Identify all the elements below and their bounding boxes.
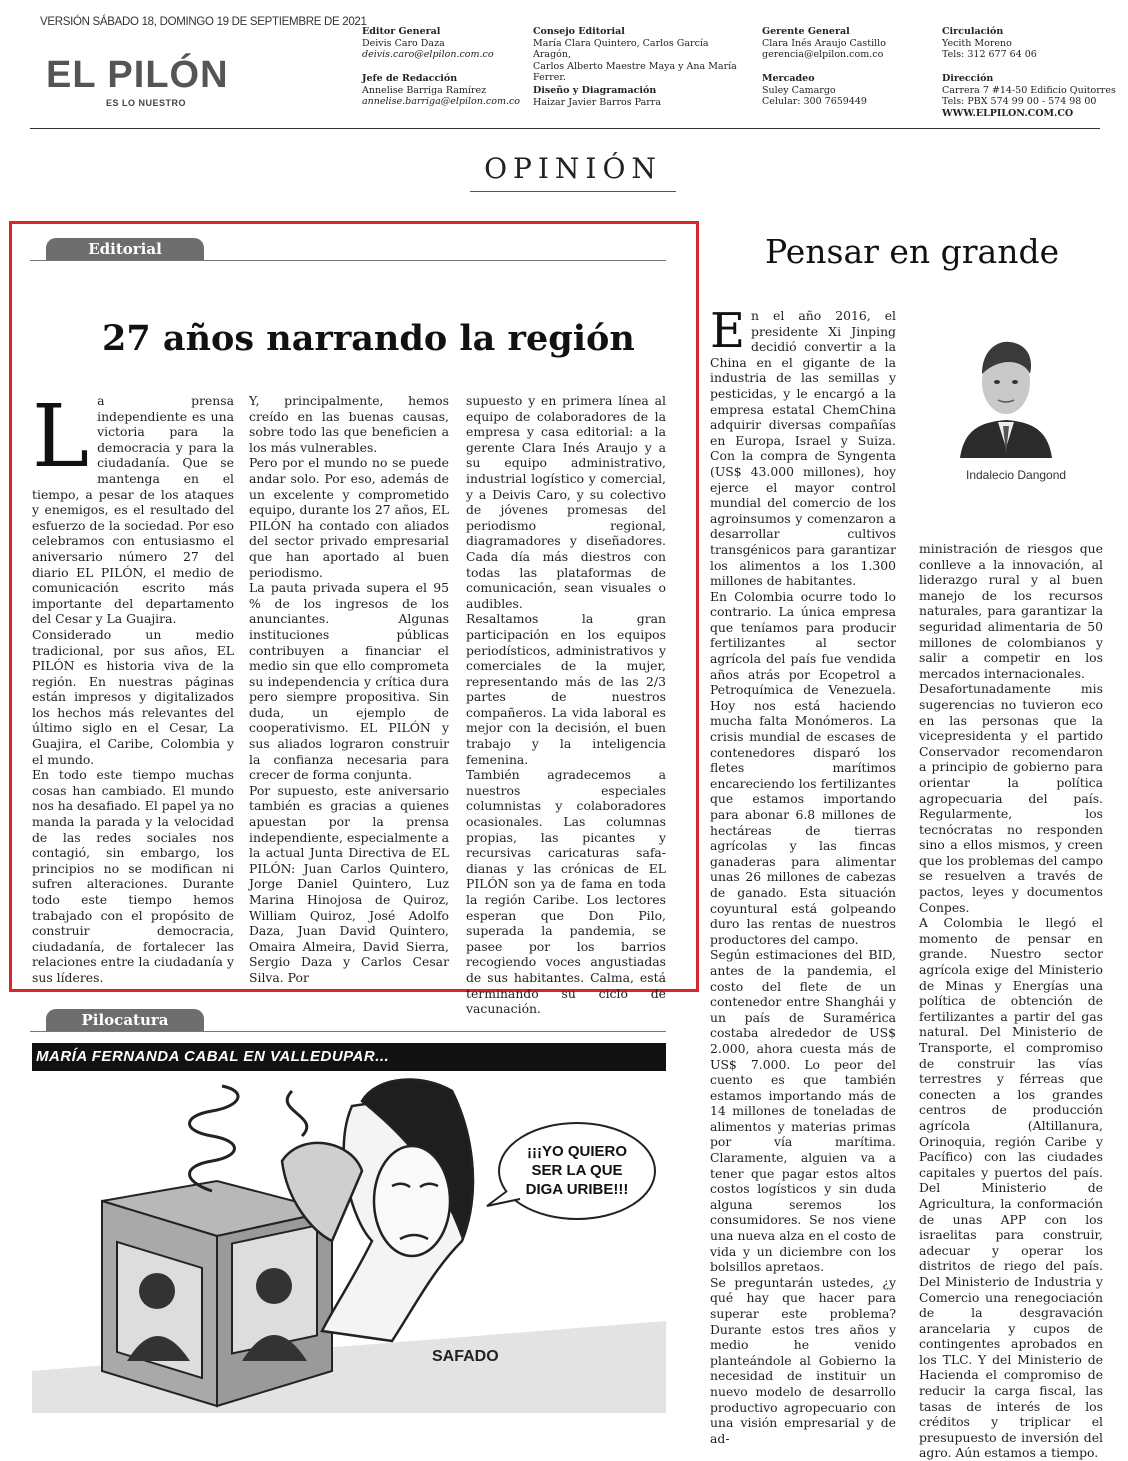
staff-line: Carrera 7 #14-50 Edificio Quitorres xyxy=(942,84,1116,96)
staff-title: Dirección xyxy=(942,73,994,84)
editorial-text-3 xyxy=(466,393,666,1017)
editorial-column-3 xyxy=(466,393,666,1017)
staff-manager xyxy=(762,26,922,61)
staff-address xyxy=(942,73,1122,119)
paragraph: En todo este tiempo muchas cosas han cambiado. El mundo nos ha desafiado. El papel ya no manda la parada y la velocidad de las redes sociales nos contagió, sin embargo, los principios no se modifican ni sufren alteraciones. Durante todo este tiempo hemos trabajado con el propósito de construir democracia, ciudadanía, de fortalecer las relaciones entre la ciudadanía y sus líderes. xyxy=(32,767,234,985)
cartoon-banner: MARÍA FERNANDA CABAL EN VALLEDUPAR... xyxy=(32,1043,666,1071)
staff-name: Haizar Javier Barros Parra xyxy=(533,96,661,108)
staff-name: Annelise Barriga Ramírez xyxy=(362,84,487,96)
section-title: OPINIÓN xyxy=(484,152,662,185)
staff-circulation xyxy=(942,26,1117,61)
staff-line: Tels: 312 677 64 06 xyxy=(942,49,1037,61)
newspaper-logo: EL PILÓN xyxy=(46,54,229,96)
staff-line: Carlos Alberto Maestre Maya y Ana María xyxy=(533,60,737,72)
staff-title: Circulación xyxy=(942,26,1004,37)
speech-line-2: SER LA QUE xyxy=(531,1162,623,1179)
column-text-2 xyxy=(919,541,1103,1461)
paragraph: Por supuesto, este aniversario también es gracias a quienes apuestan por la prensa independiente, especialmente a la actual Junta Directiva de EL PILÓN: Juan Carlos Quintero, Jorge Daniel Quintero, Luz Marina Hinojosa de Quiroz, William Quiroz, José Adolfo Daza, Juan David Quintero, Omaira Almeira, David Sierra, Sergio Daza y Carlos Cesar Silva. Por xyxy=(249,782,449,985)
cartoonist-signature: SAFADO xyxy=(432,1348,499,1365)
paragraph: Considerado un medio tradicional, por sus años, EL PILÓN es historia viva de la región. En nuestras páginas están impresos y digitalizados los hechos más relevantes del último siglo en el Cesar, La Guajira, el Caribe, Colombia y el mundo. xyxy=(32,626,234,767)
author-portrait xyxy=(960,330,1052,458)
cartoon-tab-rule xyxy=(30,1031,666,1032)
staff-line: Celular: 300 7659449 xyxy=(762,96,867,108)
logo-tagline: ES LO NUESTRO xyxy=(106,98,187,108)
paragraph: n el año 2016, el presidente Xi Jinping decidió convertir a la China en el gigante de la industria de las semillas y pesticidas, y le encargó a la empresa estatal ChemChina adquirir diversas compañías en Europa, Israel y Suiza. Con la compra de Syngenta (US$ 43.000 millones), hoy ejerce el mayor control mundial del comercio de los agroinsumos y comenzaron a desarrollar cultivos transgénicos para garantizar los alimentos a los 1.300 millones de habitantes. xyxy=(710,308,896,589)
cartoon-drawing xyxy=(32,1071,666,1413)
paragraph: Y, principalmente, hemos creído en las buenas causas, sobre todo las que beneficien a los más vulnerables. xyxy=(249,393,449,455)
staff-line: María Clara Quintero, Carlos García Aragón, xyxy=(533,37,709,61)
editorial-headline: 27 años narrando la región xyxy=(102,318,635,359)
paragraph: A Colombia le llegó el momento de pensar en grande. Nuestro sector agrícola exige del Ministerio de Minas y Energías una política de obtención de fertilizantes a partir del gas natural. Del Ministerio de Transporte, el compromiso de construir las vías terrestres y férreas que conecten a los grandes centros de producción agrícola (Altillanura, Orinoquia, región Caribe y Pacífico) con las ciudades capitales y puertos del país. Del Ministerio de Agricultura, la conformación de unas APP con los israelitas para construir, adecuar y operar los distritos de riego del país. Del Ministerio de Industria y Comercio una renegociación de la desgravación arancelaria y cupos de contingentes aprobados en los TLC. Y del Ministerio de Hacienda el compromiso de reducir la carga fiscal, las tasas de interés de los créditos y triplicar el presupuesto de inversión del agro. Aún estamos a tiempo. xyxy=(919,915,1103,1461)
box-shape xyxy=(102,1181,332,1406)
staff-line: Clara Inés Araujo Castillo xyxy=(762,37,886,49)
editorial-tab-rule xyxy=(30,260,666,261)
section-title-underline xyxy=(470,191,676,192)
paragraph: ministración de riesgos que conlleve a la innovación, al liderazgo rural y al buen manejo de los recursos naturales, para garantizar la seguridad alimentaria de 50 millones de colombianos y salir a competir en los mercados internacionales. xyxy=(919,541,1103,681)
paragraph: Desafortunadamente mis sugerencias no tuvieron eco en las personas que la vicepresidenta y el partido Conservador recomendaron a principio de gobierno para orientar la política agropecuaria del país. Regularmente, los tecnócratas no responden sino a ellos mismos, y creen que los problemas del campo se resuelven a través de pactos, leyes y documentos Conpes. xyxy=(919,681,1103,915)
staff-line: gerencia@elpilon.com.co xyxy=(762,49,884,61)
staff-line: Yecith Moreno xyxy=(942,37,1012,49)
column-paragraphs-1 xyxy=(710,303,896,1446)
column-text-1 xyxy=(710,303,896,1446)
paragraph: Resaltamos la gran participación en los equipos periodísticos, administrativos y comerciales de la mujer, representando más de las 2/3 partes de nuestros compañeros. La vida laboral es mejor con la decisión, el buen trabajo y la inteligencia femenina. xyxy=(466,611,666,767)
staff-name: Deivis Caro Daza xyxy=(362,37,445,49)
editorial-column-1 xyxy=(32,387,234,986)
website-link[interactable]: WWW.ELPILON.COM.CO xyxy=(942,107,1074,119)
staff-title: Jefe de Redacción xyxy=(362,73,458,84)
masthead-divider xyxy=(30,128,1100,129)
speech-line-3: DIGA URIBE!!! xyxy=(525,1181,629,1198)
staff-title: Consejo Editorial xyxy=(533,26,625,37)
staff-title: Gerente General xyxy=(762,26,850,37)
editorial-tab: Editorial xyxy=(46,238,204,260)
staff-editor xyxy=(362,26,522,61)
paragraph: Pero por el mundo no se puede andar solo. Por eso, además de un excelente y comprometido equipo, durante los 27 años, EL PILÓN ha contado con aliados del sector privado empresarial que han aportado al buen periodismo. xyxy=(249,455,449,580)
staff-title: Mercadeo xyxy=(762,73,815,84)
staff-chief xyxy=(362,73,522,108)
paragraph: Se preguntarán ustedes, ¿y qué hay que hacer para superar este problema? Durante estos tres años y medio he venido planteándole al Gobierno la necesidad de instituir un nuevo modelo de desarrollo productivo agropecuario con una visión empresarial y de ad- xyxy=(710,1274,896,1446)
paragraph: También agradecemos a nuestros especiales columnistas y colaboradores ocasionales. Las columnas propias, las picantes y recursivas caricaturas safa-dianas y las crónicas de EL PILÓN son ya de fama en toda la región Caribe. Los lectores esperan que Don Pilo, superada la pandemia, se pasee por los barrios recogiendo voces angustiadas de sus habitantes. Calma, está terminando su ciclo de vacunación. xyxy=(466,767,666,1017)
paragraph: En Colombia ocurre todo lo contrario. La única empresa que teníamos para producir fertilizantes al sector agrícola del país fue vendida años atrás por Ecopetrol a Petroquímica de Venezuela. Hoy nos está haciendo mucha falta Monómeros. La crisis mundial de escases de contenedores disparó los fletes marítimos encareciendo los fertilizantes que estamos importando para abonar 6.8 millones de hectáreas de tierras agrícolas y las fincas ganaderas para alimentar unas 26 millones de cabezas de ganado. Esta situación coyuntural está golpeando duro las rentas de nuestros productores del campo. xyxy=(710,588,896,947)
staff-line: Suley Camargo xyxy=(762,84,836,96)
edition-date: VERSIÓN SÁBADO 18, DOMINGO 19 DE SEPTIEMBRE DE 2021 xyxy=(40,16,367,28)
staff-title: Editor General xyxy=(362,26,441,37)
author-photo xyxy=(960,330,1052,458)
column-title: Pensar en grande xyxy=(765,232,1060,271)
author-name: Indalecio Dangond xyxy=(966,468,1067,482)
paragraph: a prensa independiente es una victoria para la democracia y para la ciudadanía. Que se mantenga en el tiempo, a pesar de los ataques y enemigos, es el resultado del esfuerzo de la sociedad. Por eso celebramos con entusiasmo el aniversario número 27 del diario EL PILÓN, el medio de comunicación escrito más importante del departamento del Cesar y La Guajira. xyxy=(32,393,234,627)
editorial-text-2 xyxy=(249,393,449,986)
column-dropcap: E xyxy=(710,303,746,359)
speech-line-1: ¡¡¡YO QUIERO xyxy=(527,1143,627,1160)
paragraph: supuesto y en primera línea al equipo de colaboradores de la empresa y casa editorial: a la gerente Clara Inés Araujo y a su equipo administrativo, industrial logístico y comercial, y a Deivis Caro, y su colectivo de jóvenes promesas del periodismo regional, diagramadores y diseñadores. Cada día más diestros con todas las plataformas de comunicación, sean visuales o audibles. xyxy=(466,393,666,611)
staff-email: annelise.barriga@elpilon.com.co xyxy=(362,96,521,108)
staff-line: Ferrer. xyxy=(533,72,566,84)
column-paragraphs-2 xyxy=(919,541,1103,1461)
staff-line: Tels: PBX 574 99 00 - 574 98 00 xyxy=(942,96,1097,108)
paragraph: La pauta privada supera el 95 % de los ingresos de los anunciantes. Algunas instituciones públicas contribuyen a financiar el medio sin que ello comprometa su independencia y crítica dura pero siempre propositiva. Sin duda, un ejemplo de cooperativismo. EL PILÓN y sus aliados lograron construir la confianza necesaria para crecer de forma conjunta. xyxy=(249,580,449,783)
editorial-column-2 xyxy=(249,393,449,986)
staff-design xyxy=(533,85,748,108)
cartoon-illustration xyxy=(32,1071,666,1413)
staff-email: deivis.caro@elpilon.com.co xyxy=(362,49,494,61)
editorial-dropcap: L xyxy=(32,387,90,487)
cartoon-tab: Pilocatura xyxy=(46,1009,204,1031)
staff-marketing xyxy=(762,73,922,108)
paragraph: Según estimaciones del BID, antes de la pandemia, el costo del flete de un contenedor entre Shanghái y un país de Suramérica costaba alrededor de US$ 2.000, ahora cuesta más de US$ 7.000. Lo peor del cuento es que también estamos importando más de 14 millones de toneladas de alimentos y materias primas por vía marítima. Claramente, alguien va a tener que pagar estos altos costos logísticos y sin duda alguna seremos los consumidores. Se nos viene una nueva alza en el costo de vida y un diciembre con los bolsillos apretaos. xyxy=(710,947,896,1275)
staff-board xyxy=(533,26,748,84)
staff-title: Diseño y Diagramación xyxy=(533,85,657,96)
